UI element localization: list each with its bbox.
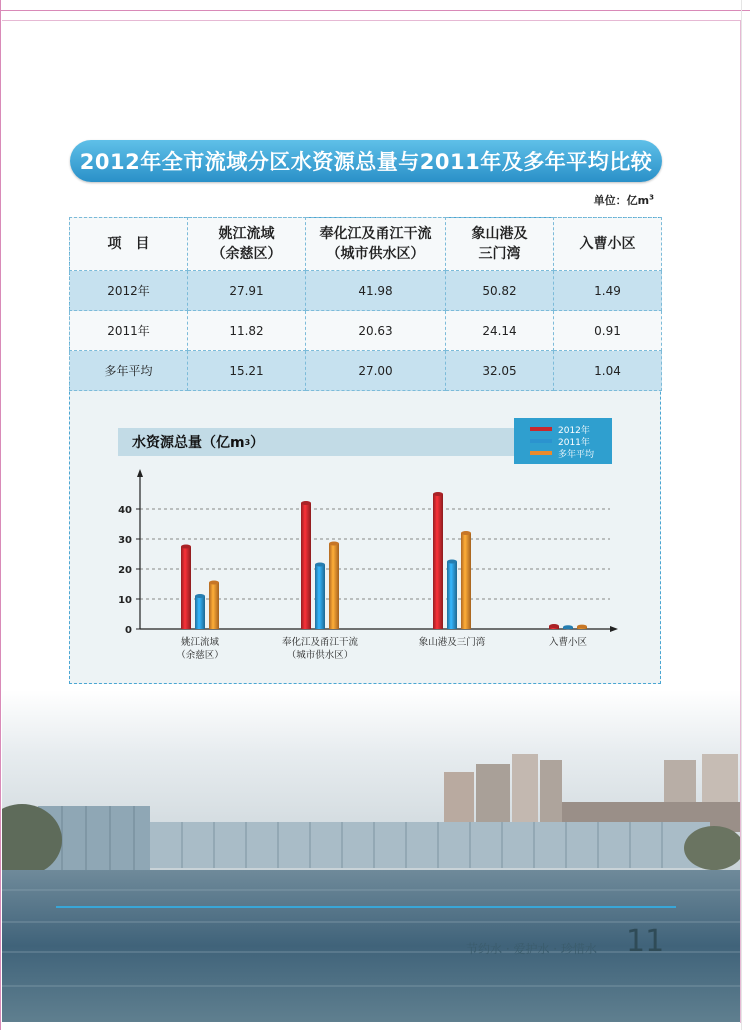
bar	[195, 596, 205, 629]
table-cell: 27.00	[306, 351, 446, 391]
table-cell: 0.91	[554, 311, 662, 351]
row-label: 多年平均	[70, 351, 188, 391]
bar	[329, 544, 339, 630]
y-axis-arrow	[137, 469, 143, 477]
table-cell: 1.04	[554, 351, 662, 391]
table-cell: 27.91	[188, 271, 306, 311]
legend-item-2012: 2012年	[530, 423, 590, 435]
page-title: 2012年全市流域分区水资源总量与2011年及多年平均比较	[70, 140, 662, 182]
x-tick-label: 奉化江及甬江干流	[281, 637, 359, 648]
bar-cap	[447, 560, 457, 564]
table-cell: 15.21	[188, 351, 306, 391]
x-tick-label: 入曹小区	[548, 637, 588, 648]
table-cell: 20.63	[306, 311, 446, 351]
chart-title: 水资源总量（亿m 3 ）	[118, 428, 612, 456]
y-tick-label: 30	[118, 535, 132, 546]
bar	[209, 583, 219, 630]
bar-cap	[461, 531, 471, 535]
x-tick-label: （城市供水区）	[286, 650, 354, 661]
bar-cap	[563, 625, 573, 629]
unit-label: 单位：亿$m^3$	[593, 193, 654, 207]
y-tick-label: 40	[118, 505, 132, 516]
header-fenghuajiang: 奉化江及甬江干流 （城市供水区）	[306, 218, 446, 271]
table-cell: 1.49	[554, 271, 662, 311]
bar-cap	[181, 545, 191, 549]
bar-cap	[301, 501, 311, 505]
bar	[447, 562, 457, 630]
bar-cap	[329, 542, 339, 546]
x-tick-label: 姚江流域	[180, 637, 220, 648]
bar-cap	[209, 581, 219, 585]
header-yaojiang: 姚江流域 （余慈区）	[188, 218, 306, 271]
bar	[181, 547, 191, 630]
bar-cap	[549, 624, 559, 628]
bar	[433, 494, 443, 629]
x-axis-arrow	[610, 626, 618, 632]
legend-item-2011: 2011年	[530, 435, 590, 447]
table-cell: 32.05	[446, 351, 554, 391]
x-tick-label: 象山港及三门湾	[418, 637, 486, 648]
legend-item-average: 多年平均	[530, 447, 594, 459]
y-tick-label: 10	[118, 595, 132, 606]
bar-cap	[577, 625, 587, 629]
y-tick-label: 20	[118, 565, 132, 576]
bar-cap	[433, 492, 443, 496]
bar-cap	[315, 563, 325, 567]
row-label: 2012年	[70, 271, 188, 311]
bar	[461, 533, 471, 629]
table-cell: 24.14	[446, 311, 554, 351]
row-label: 2011年	[70, 311, 188, 351]
x-tick-label: （余慈区）	[176, 650, 224, 661]
table-cell: 11.82	[188, 311, 306, 351]
header-rucao: 入曹小区	[554, 218, 662, 271]
bar	[301, 503, 311, 629]
table-cell: 41.98	[306, 271, 446, 311]
y-tick-label: 0	[125, 625, 132, 636]
header-item: 项 目	[70, 218, 188, 271]
table-cell: 50.82	[446, 271, 554, 311]
bar	[315, 565, 325, 630]
footer-slogan: 节约水 · 爱护水 · 珍惜水	[466, 942, 597, 956]
page-number: 11	[626, 924, 665, 959]
header-xiangshangang: 象山港及 三门湾	[446, 218, 554, 271]
bar-cap	[195, 594, 205, 598]
